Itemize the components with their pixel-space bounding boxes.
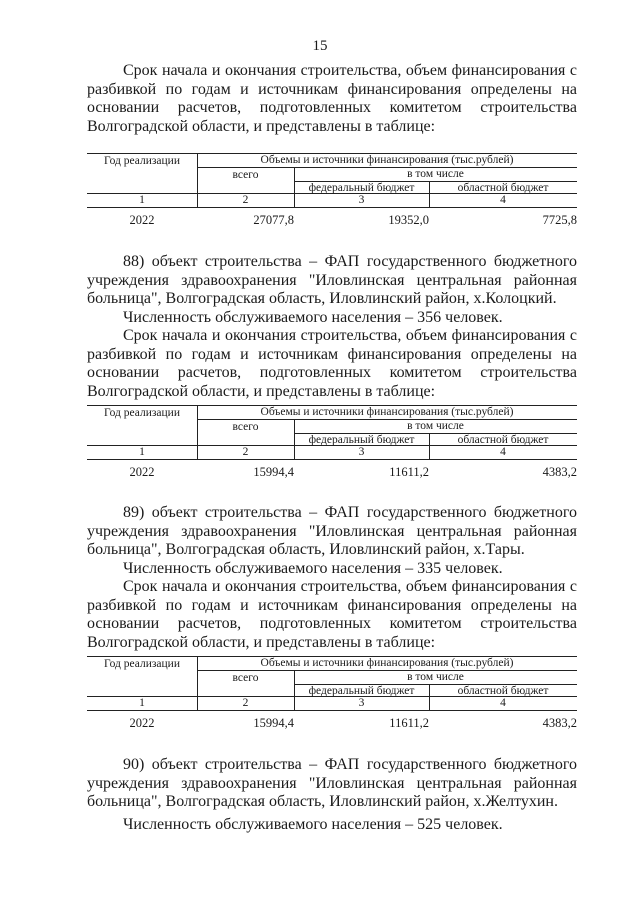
col-number-3: 3	[358, 446, 365, 458]
header-total: всего	[232, 672, 259, 684]
header-including: в том числе	[407, 420, 464, 432]
header-volumes: Объемы и источники финансирования (тыс.рублей)	[260, 406, 514, 418]
object-88-population: Численность обслуживаемого населения – 356 человек.	[123, 308, 503, 326]
col-number-3: 3	[358, 194, 365, 206]
header-volumes: Объемы и источники финансирования (тыс.рублей)	[260, 657, 514, 669]
col-number-2: 2	[242, 697, 249, 709]
cell-regional: 4383,2	[542, 716, 577, 730]
object-90-title: 90) объект строительства – ФАП государственного бюджетного учреждения здравоохранения "Иловлинская центральная районная больница", Волгоградская область, Иловлинский район, х.Желтухин.	[87, 756, 577, 810]
header-federal: федеральный бюджет	[308, 182, 415, 194]
object-90-section	[87, 756, 577, 834]
header-total: всего	[232, 421, 259, 433]
object-89-title: 89) объект строительства – ФАП государственного бюджетного учреждения здравоохранения "Иловлинская центральная районная больница", Волгоградская область, Иловлинский район, х.Тары.	[87, 504, 577, 558]
cell-federal: 11611,2	[389, 465, 429, 479]
col-number-4: 4	[500, 446, 506, 458]
object-88-section	[87, 253, 577, 401]
col-number-1: 1	[139, 697, 145, 709]
table-row	[87, 716, 577, 732]
header-total: всего	[232, 169, 259, 181]
col-number-4: 4	[500, 194, 506, 206]
object-88-title: 88) объект строительства – ФАП государственного бюджетного учреждения здравоохранения "Иловлинская центральная районная больница", Волгоградская область, Иловлинский район, х.Колоцкий.	[87, 253, 577, 307]
object-89-section	[87, 504, 577, 652]
cell-year: 2022	[129, 213, 155, 227]
cell-total: 15994,4	[253, 465, 294, 479]
col-number-1: 1	[139, 194, 145, 206]
header-regional: областной бюджет	[457, 182, 549, 194]
cell-year: 2022	[129, 716, 155, 730]
col-number-4: 4	[500, 697, 506, 709]
col-number-2: 2	[242, 446, 249, 458]
header-federal: федеральный бюджет	[308, 685, 415, 697]
object-89-intro: Срок начала и окончания строительства, объем финансирования с разбивкой по годам и источникам финансирования определены на основании расчетов, подготовленных комитетом строительства Волгоградской области, и представлены в таблице:	[87, 578, 577, 651]
cell-total: 27077,8	[253, 213, 294, 227]
header-regional: областной бюджет	[457, 434, 549, 446]
header-regional: областной бюджет	[457, 685, 549, 697]
cell-regional: 4383,2	[542, 465, 577, 479]
table-row	[87, 213, 577, 229]
header-year: Год реализации	[104, 155, 180, 167]
header-year: Год реализации	[104, 407, 180, 419]
cell-federal: 11611,2	[389, 716, 429, 730]
col-number-1: 1	[139, 446, 145, 458]
cell-year: 2022	[129, 465, 155, 479]
cell-total: 15994,4	[253, 716, 294, 730]
header-including: в том числе	[407, 168, 464, 180]
page-number: 15	[312, 38, 328, 54]
table-row	[87, 465, 577, 481]
object-88-intro: Срок начала и окончания строительства, объем финансирования с разбивкой по годам и источникам финансирования определены на основании расчетов, подготовленных комитетом строительства Волгоградской области, и представлены в таблице:	[87, 327, 577, 400]
cell-federal: 19352,0	[388, 213, 429, 227]
header-federal: федеральный бюджет	[308, 434, 415, 446]
col-number-3: 3	[358, 697, 365, 709]
object-90-population: Численность обслуживаемого населения – 525 человек.	[123, 815, 503, 833]
header-including: в том числе	[407, 671, 464, 683]
intro-text: Срок начала и окончания строительства, объем финансирования с разбивкой по годам и источникам финансирования определены на основании расчетов, подготовленных комитетом строительства Волгоградской области, и представлены в таблице:	[87, 62, 577, 135]
header-year: Год реализации	[104, 658, 180, 670]
object-89-population: Численность обслуживаемого населения – 335 человек.	[123, 559, 503, 577]
intro-paragraph-1	[87, 62, 577, 136]
col-number-2: 2	[242, 194, 249, 206]
cell-regional: 7725,8	[542, 213, 577, 227]
header-volumes: Объемы и источники финансирования (тыс.рублей)	[260, 154, 514, 166]
